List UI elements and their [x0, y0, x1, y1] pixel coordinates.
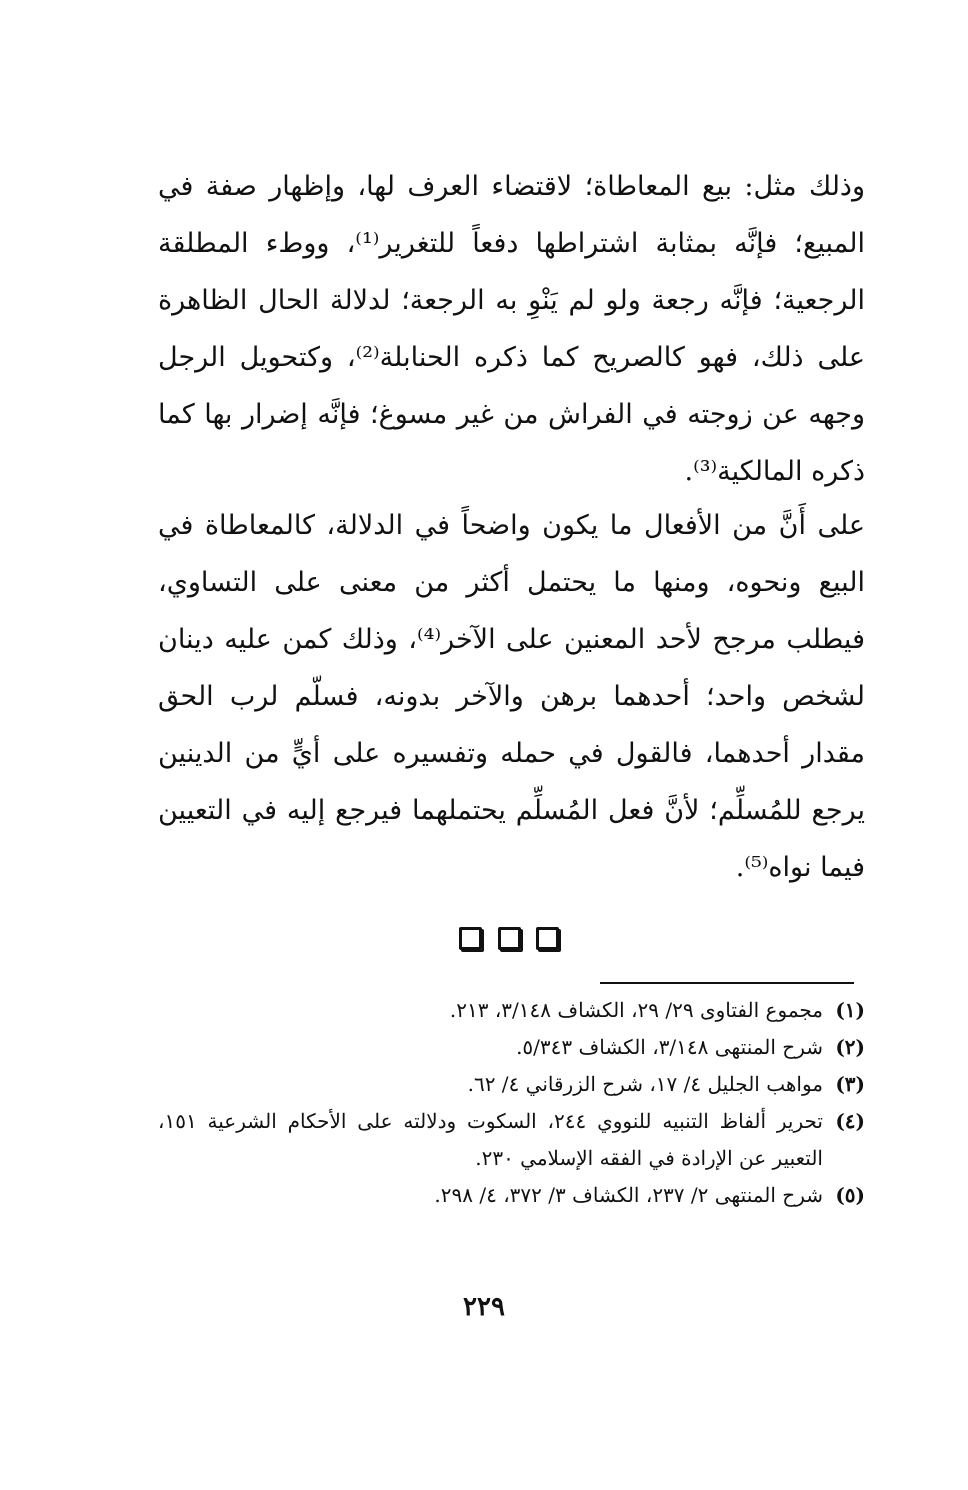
section-divider-ornament [459, 924, 559, 956]
square-ornament-icon [536, 927, 559, 950]
footnote-number: (٣) [835, 1072, 865, 1096]
body-paragraph: على أَنَّ من الأفعال ما يكون واضحاً في الدلالة، كالمعاطاة في البيع ونحوه، ومنها ما يحتمل أكثر من معنى على التساوي، فيطلب مرجح لأحد المعنين على الآخر⁽⁴⁾، وذلك كمن عليه دينان لشخص واحد؛ أحدهما برهن والآخر بدونه، فسلّم لرب الحق مقدار أحدهما، فالقول في حمله وتفسيره على أيٍّ من الدينين يرجع للمُسلِّم؛ لأنَّ فعل المُسلِّم يحتملهما فيرجع إليه في التعيين فيما نواه⁽⁵⁾. [158, 510, 865, 883]
footnote-text: شرح المنتهى ٢/ ٢٣٧، الكشاف ٣/ ٣٧٢، ٤/ ٢٩٨. [434, 1183, 823, 1207]
footnote-text: مواهب الجليل ٤/ ١٧، شرح الزرقاني ٤/ ٦٢. [467, 1072, 823, 1096]
footnote-text: تحرير ألفاظ التنبيه للنووي ٢٤٤، السكوت ودلالته على الأحكام الشرعية ١٥١، التعبير عن الإرادة في الفقه الإسلامي ٢٣٠. [158, 1109, 823, 1170]
footnotes [158, 992, 865, 1214]
footnote [158, 1066, 865, 1103]
footnote-text: شرح المنتهى ٣/١٤٨، الكشاف ٥/٣٤٣. [516, 1035, 823, 1059]
footnote-text: مجموع الفتاوى ٢٩/ ٢٩، الكشاف ٣/١٤٨، ٢١٣. [449, 998, 823, 1022]
footnote [158, 1103, 865, 1177]
footnote-number: (٥) [835, 1183, 865, 1207]
square-ornament-icon [459, 927, 482, 950]
footnote [158, 992, 865, 1029]
footnote-number: (٢) [835, 1035, 865, 1059]
page-number: ٢٢٩ [463, 1292, 505, 1322]
body-paragraph: وذلك مثل: بيع المعاطاة؛ لاقتضاء العرف لها، وإظهار صفة في المبيع؛ فإنَّه بمثابة اشتراطها دفعاً للتغرير⁽¹⁾، ووطء المطلقة الرجعية؛ فإنَّه رجعة ولو لم يَنْوِ به الرجعة؛ لدلالة الحال الظاهرة على ذلك، فهو كالصريح كما ذكره الحنابلة⁽²⁾، وكتحويل الرجل وجهه عن زوجته في الفراش من غير مسوغ؛ فإنَّه إضرار بها كما ذكره المالكية⁽³⁾. [158, 171, 866, 487]
footnote-number: (٤) [835, 1109, 865, 1133]
footnote [158, 1029, 865, 1066]
footnote-separator [600, 982, 854, 984]
square-ornament-icon [498, 927, 521, 950]
footnote [158, 1177, 865, 1214]
footnote-number: (١) [835, 998, 865, 1022]
